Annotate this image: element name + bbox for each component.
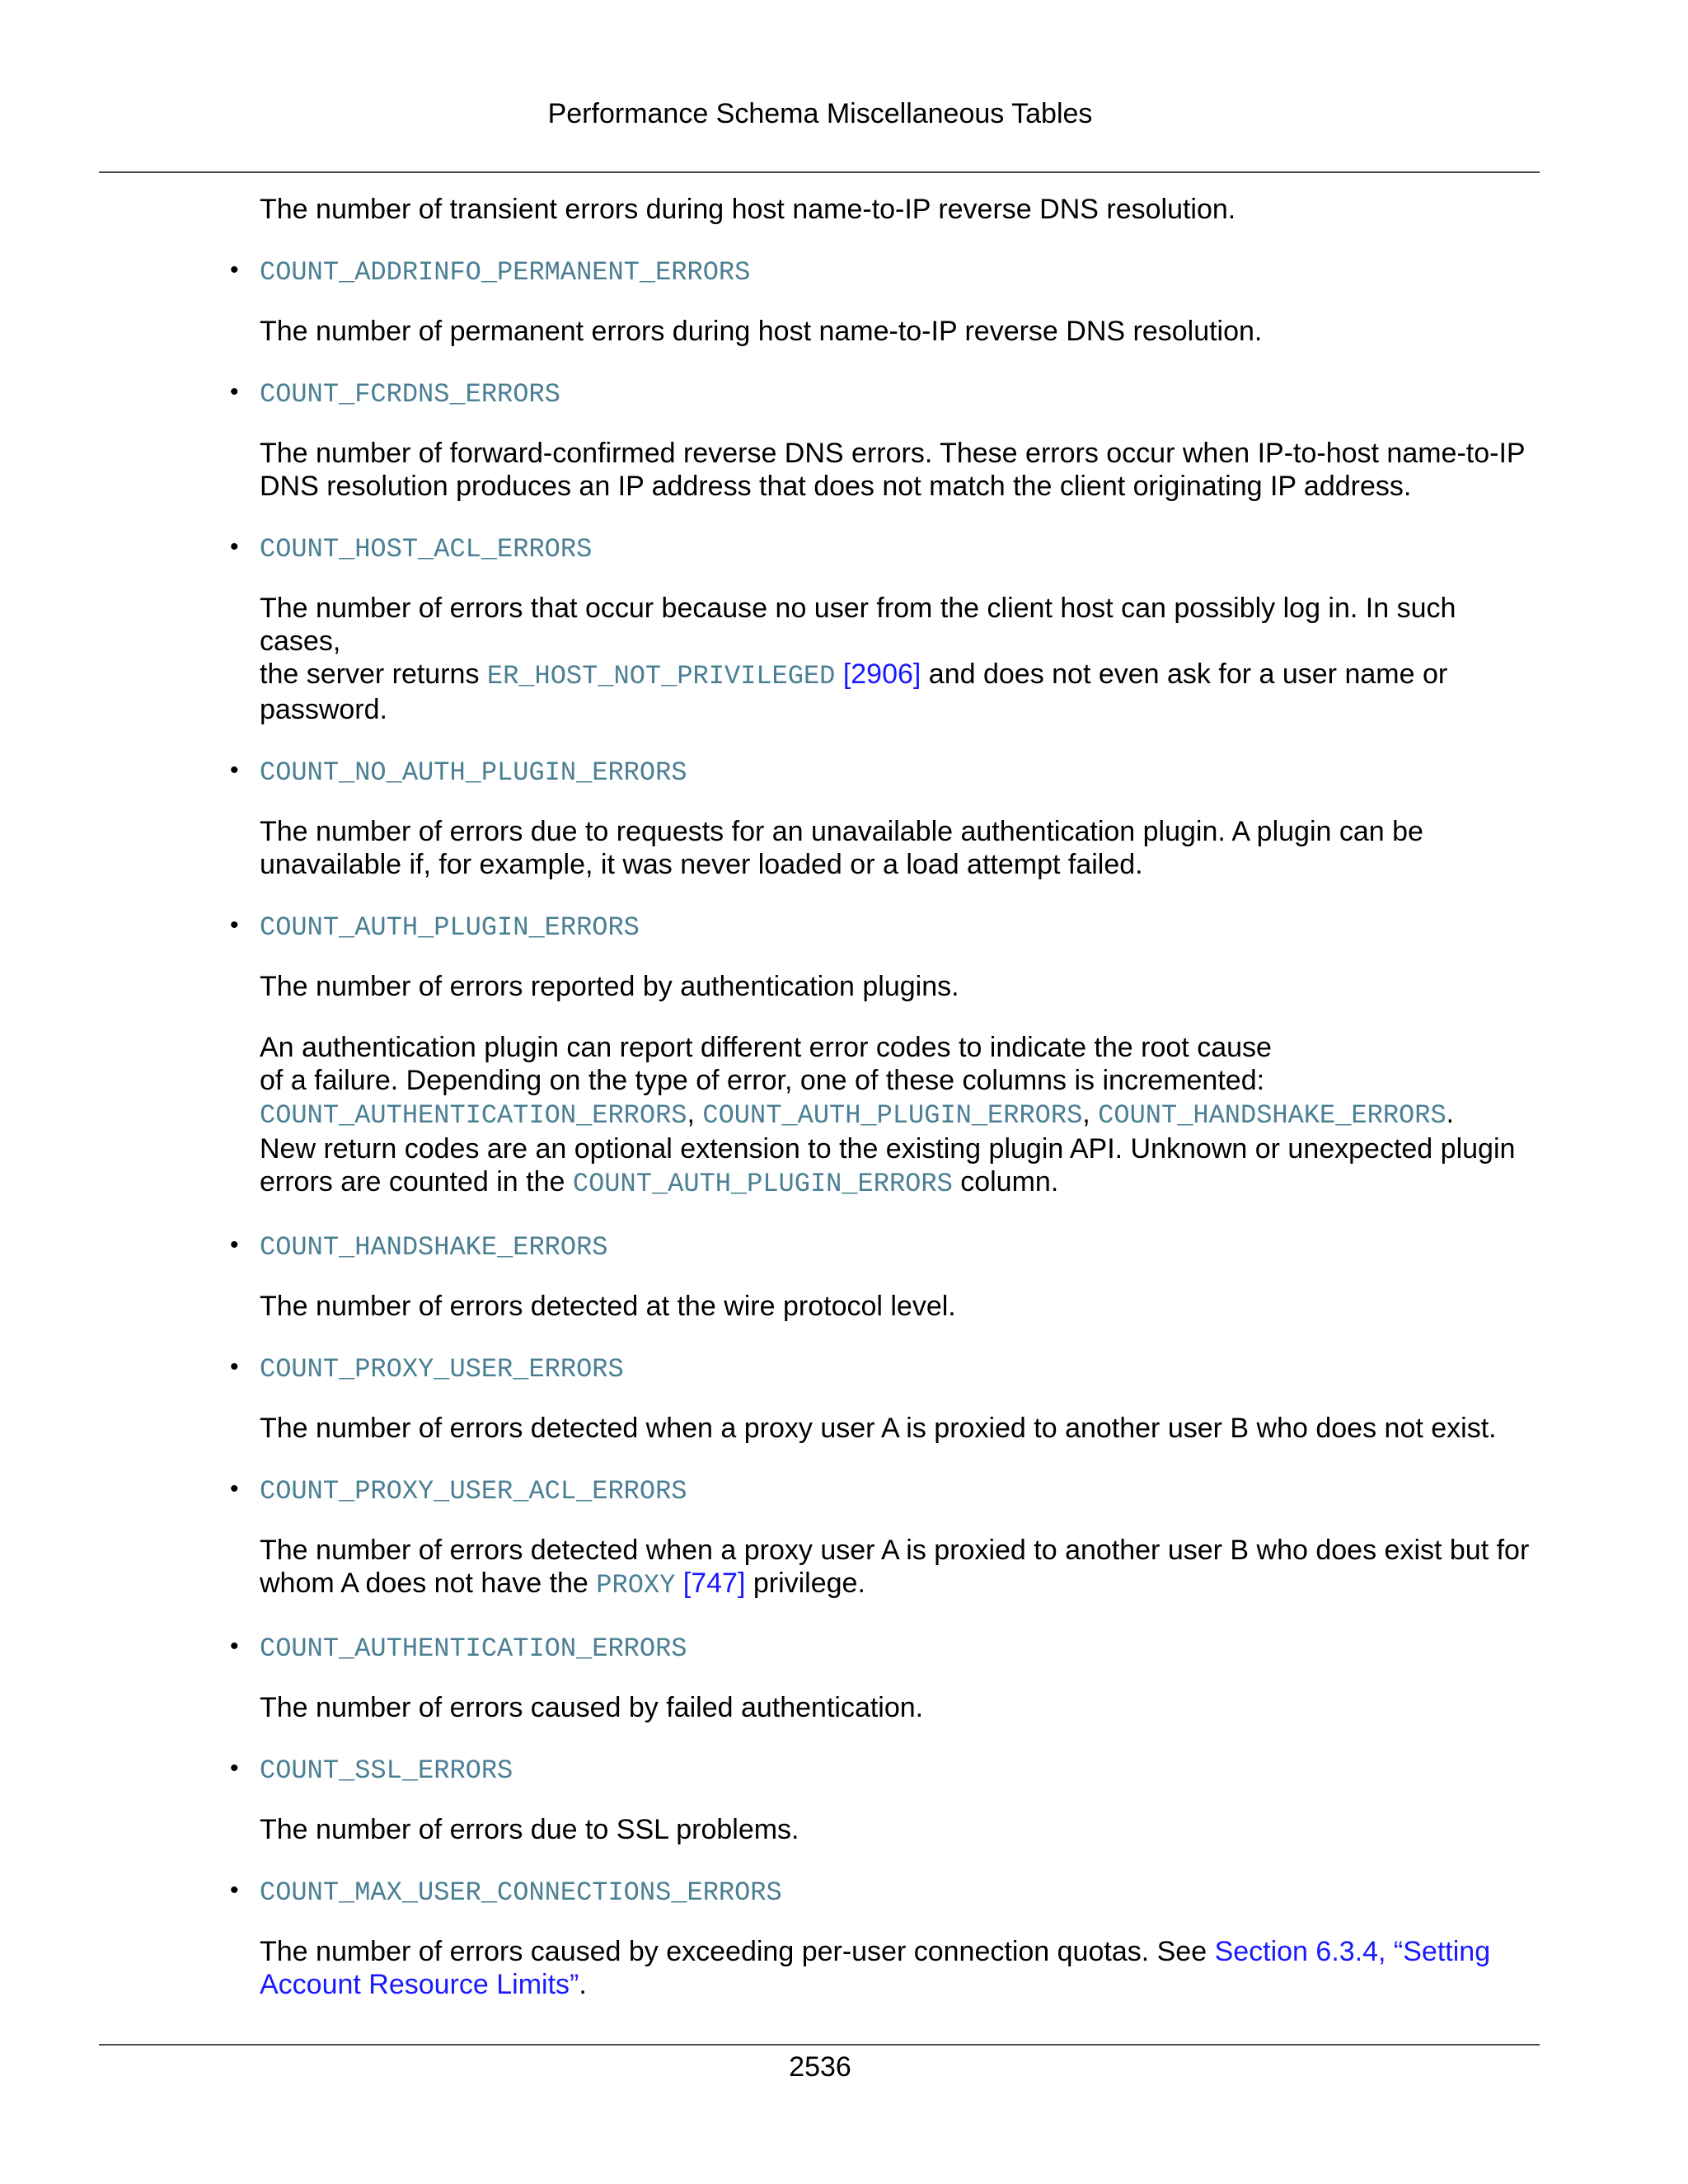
list-item-term <box>230 254 1533 288</box>
description-text: the server returns <box>260 658 487 690</box>
item-description: The number of errors due to SSL problems. <box>260 1814 799 1845</box>
column-name: COUNT_FCRDNS_ERRORS <box>260 379 560 410</box>
privilege-name: PROXY <box>596 1570 676 1601</box>
column-name: COUNT_NO_AUTH_PLUGIN_ERRORS <box>260 757 687 788</box>
column-name: COUNT_MAX_USER_CONNECTIONS_ERRORS <box>260 1877 782 1908</box>
error-reference-link[interactable]: [2906] <box>842 658 921 690</box>
description-line: password. <box>260 694 387 725</box>
section-link[interactable]: Section 6.3.4, “Setting <box>1214 1936 1491 1967</box>
column-name: COUNT_PROXY_USER_ERRORS <box>260 1354 624 1385</box>
list-item-term <box>230 754 1533 788</box>
item-description: The number of errors detected at the wire protocol level. <box>260 1291 956 1322</box>
item-description: The number of errors detected when a proxy user A is proxied to another user B who does not exist. <box>260 1413 1497 1444</box>
item-description <box>260 815 1533 881</box>
item-description <box>260 1534 1533 1602</box>
item-description-paragraph: An authentication plugin can report different error codes to indicate the root cause of a failure. Depending on the type of error, one of these columns is incremented: COUNT_AUTHENTICATION_ERRORS, COUNT_AUTH_PLUGIN_ERRORS, COUNT_HANDSHAKE_ERRORS. New return codes are an optional extension to the existing plugin API. Unknown or unexpected plugin errors are counted in the COUNT_AUTH_PLUGIN_ERRORS column. <box>260 1032 1516 1199</box>
list-item-term <box>230 1874 1533 1908</box>
description-line: DNS resolution produces an IP address that does not match the client originating IP address. <box>260 471 1412 502</box>
item-description: The number of errors reported by authentication plugins. <box>260 971 959 1002</box>
description-text: errors are counted in the <box>260 1166 573 1197</box>
section-link[interactable]: Account Resource Limits” <box>260 1969 579 2000</box>
list-item-term <box>230 1630 1533 1664</box>
list-item-term <box>230 1351 1533 1385</box>
column-name: COUNT_PROXY_USER_ACL_ERRORS <box>260 1476 687 1507</box>
item-description: The number of permanent errors during host name-to-IP reverse DNS resolution. <box>260 316 1263 347</box>
column-name-ref: COUNT_HANDSHAKE_ERRORS <box>1098 1100 1447 1131</box>
list-item-term <box>230 376 1533 410</box>
description-text: column. <box>952 1166 1059 1197</box>
column-name-ref: COUNT_AUTHENTICATION_ERRORS <box>260 1100 687 1131</box>
bullet-icon: • <box>230 912 239 939</box>
description-line: An authentication plugin can report different error codes to indicate the root cause <box>260 1032 1272 1063</box>
description-line: of a failure. Depending on the type of error, one of these columns is incremented: <box>260 1065 1265 1096</box>
bullet-icon: • <box>230 1755 239 1782</box>
bullet-icon: • <box>230 1353 239 1380</box>
description-text: privilege. <box>745 1568 865 1599</box>
page-number: 2536 <box>789 2051 851 2083</box>
description-line: New return codes are an optional extension to the existing plugin API. Unknown or unexpected plugin <box>260 1133 1516 1165</box>
column-name-ref: COUNT_AUTH_PLUGIN_ERRORS <box>572 1169 953 1199</box>
description-text: . <box>579 1969 587 2000</box>
list-item-term <box>230 531 1533 565</box>
bullet-icon: • <box>230 533 239 560</box>
bullet-icon: • <box>230 1877 239 1904</box>
bullet-icon: • <box>230 378 239 405</box>
list-item-term <box>230 1752 1533 1786</box>
bullet-icon: • <box>230 1633 239 1660</box>
bullet-icon: • <box>230 256 239 284</box>
description-text: whom A does not have the <box>260 1568 597 1599</box>
footer-divider <box>99 2044 1540 2046</box>
description-line: unavailable if, for example, it was never loaded or a load attempt failed. <box>260 849 1143 880</box>
item-description <box>260 592 1533 726</box>
description-text: and does not even ask for a user name or <box>921 658 1448 690</box>
column-name: COUNT_AUTHENTICATION_ERRORS <box>260 1633 687 1664</box>
description-text: The number of errors caused by exceeding per-user connection quotas. See <box>260 1936 1215 1967</box>
header-divider <box>99 171 1540 173</box>
list-item-term <box>230 1473 1533 1507</box>
column-name-ref: COUNT_AUTH_PLUGIN_ERRORS <box>702 1100 1083 1131</box>
list-item-term <box>230 909 1533 943</box>
document-body <box>230 193 1533 2001</box>
column-name: COUNT_HANDSHAKE_ERRORS <box>260 1232 608 1263</box>
column-name: COUNT_HOST_ACL_ERRORS <box>260 534 593 565</box>
column-name: COUNT_SSL_ERRORS <box>260 1755 513 1786</box>
bullet-icon: • <box>230 757 239 784</box>
description-line: The number of errors due to requests for an unavailable authentication plugin. A plugin can be <box>260 816 1423 847</box>
page-header-title: Performance Schema Miscellaneous Tables <box>547 98 1093 129</box>
item-description: The number of errors caused by failed authentication. <box>260 1692 924 1723</box>
item-description <box>260 437 1533 503</box>
description-line: The number of forward-confirmed reverse DNS errors. These errors occur when IP-to-host name-to-IP <box>260 438 1526 469</box>
privilege-reference-link[interactable]: [747] <box>682 1568 746 1599</box>
bullet-icon: • <box>230 1475 239 1502</box>
item-description <box>260 1935 1533 2001</box>
description-line: The number of errors that occur because no user from the client host can possibly log in. In such cases, <box>260 593 1456 657</box>
column-name: COUNT_AUTH_PLUGIN_ERRORS <box>260 912 640 943</box>
bullet-icon: • <box>230 1231 239 1258</box>
intro-paragraph: The number of transient errors during host name-to-IP reverse DNS resolution. <box>260 194 1236 225</box>
list-item-term <box>230 1229 1533 1263</box>
description-line: The number of errors detected when a proxy user A is proxied to another user B who does exist but for <box>260 1535 1530 1566</box>
error-code: ER_HOST_NOT_PRIVILEGED <box>486 661 836 691</box>
column-name: COUNT_ADDRINFO_PERMANENT_ERRORS <box>260 257 751 288</box>
